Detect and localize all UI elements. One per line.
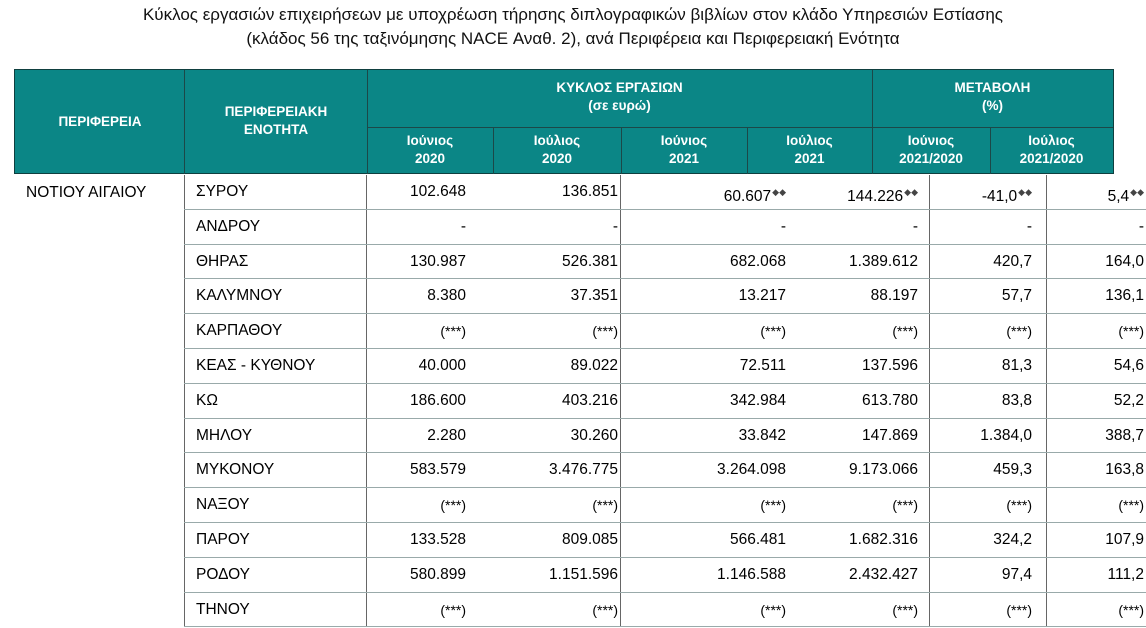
value-text: 136,1 xyxy=(1105,287,1144,305)
sub-label-1: Ιούνιος xyxy=(406,133,454,148)
value-text: 37.351 xyxy=(570,287,618,305)
footnote-mark: ◆◆ xyxy=(772,187,786,197)
header-unit-line-1: ΠΕΡΙΦΕΡΕΙΑΚΗ xyxy=(224,104,328,119)
value-jun-2021 xyxy=(646,523,786,558)
value-text: (***) xyxy=(1118,601,1144,618)
header-unit xyxy=(185,103,367,139)
header-jul-2020 xyxy=(493,132,621,168)
table-row xyxy=(14,314,1146,349)
value-text: (***) xyxy=(1006,601,1032,618)
value-text: 164,0 xyxy=(1105,252,1144,270)
value-change-jul xyxy=(1001,558,1144,593)
value-jun-2021 xyxy=(646,488,786,523)
value-text: - xyxy=(612,217,618,235)
value-text: 33.842 xyxy=(738,426,786,444)
footnote-mark: ◆◆ xyxy=(1018,187,1032,197)
value-text: 2.280 xyxy=(427,426,466,444)
value-jun-2020 xyxy=(326,453,466,488)
value-jun-2021 xyxy=(646,175,786,210)
value-text: 133.528 xyxy=(409,531,466,548)
value-jun-2020 xyxy=(326,279,466,314)
value-text: 72.511 xyxy=(739,357,786,374)
value-text: 324,2 xyxy=(993,531,1032,548)
title-line-2: (κλάδος 56 της ταξινόμησης NACE Αναθ. 2), ανά Περιφέρεια και Περιφερειακή Ενότητα xyxy=(246,29,900,48)
value-text: (***) xyxy=(892,601,918,618)
value-jun-2020 xyxy=(326,349,466,384)
value-text: 403.216 xyxy=(561,391,618,409)
value-jun-2020 xyxy=(326,419,466,454)
value-change-jul xyxy=(1004,419,1144,454)
value-text: (***) xyxy=(440,323,466,340)
header-jun-change xyxy=(872,132,990,168)
value-change-jul xyxy=(1004,453,1144,488)
value-text: - xyxy=(912,217,918,235)
value-jul-2020 xyxy=(478,558,618,593)
value-text: 111,2 xyxy=(1107,565,1144,583)
value-text: 54,6 xyxy=(1113,357,1144,374)
value-text: 60.607 xyxy=(723,188,772,205)
value-jul-2020 xyxy=(478,349,618,384)
value-jun-2020 xyxy=(326,488,466,523)
value-jun-2020 xyxy=(326,523,466,558)
unit-cell: ΚΑΡΠΑΘΟΥ xyxy=(196,322,283,340)
value-text: 1.384,0 xyxy=(980,426,1032,444)
value-jul-2020 xyxy=(478,453,618,488)
value-jun-2020 xyxy=(326,245,466,280)
value-text: 186.600 xyxy=(409,391,466,409)
table-row xyxy=(14,453,1146,488)
value-text: 3.264.098 xyxy=(717,461,786,479)
value-change-jul xyxy=(1004,593,1144,628)
value-jul-2020 xyxy=(478,523,618,558)
value-jun-2020 xyxy=(326,210,466,245)
sub-label-2: 2021/2020 xyxy=(899,151,963,166)
value-jun-2021 xyxy=(646,314,786,349)
value-text: 102.648 xyxy=(409,183,466,200)
value-text: (***) xyxy=(892,497,918,514)
unit-cell: ΚΑΛΥΜΝΟΥ xyxy=(196,287,283,305)
value-text: (***) xyxy=(1006,323,1032,340)
table-row xyxy=(14,210,1146,245)
value-jul-2020 xyxy=(478,384,618,419)
header-change-line-2: (%) xyxy=(982,98,1003,113)
value-jun-2020 xyxy=(326,175,466,210)
value-change-jul xyxy=(1004,314,1144,349)
table-row xyxy=(14,419,1146,454)
table-row xyxy=(14,349,1146,384)
unit-cell: ΚΩ xyxy=(196,391,218,409)
value-jul-2020 xyxy=(478,245,618,280)
sub-label-1: Ιούλιος xyxy=(786,133,833,148)
sub-label-2: 2021 xyxy=(668,151,700,166)
value-text: 459,3 xyxy=(993,461,1032,479)
value-text: 566.481 xyxy=(729,531,786,548)
sub-label-1: Ιούνιος xyxy=(660,133,708,148)
value-text: 388,7 xyxy=(1105,426,1144,444)
value-text: 526.381 xyxy=(561,252,618,270)
header-region-label: ΠΕΡΙΦΕΡΕΙΑ xyxy=(58,114,142,129)
unit-cell: ΝΑΞΟΥ xyxy=(196,496,250,514)
value-text: 8.380 xyxy=(427,287,466,305)
value-jul-2020 xyxy=(478,593,618,628)
value-jun-2020 xyxy=(326,384,466,419)
value-text: 682.068 xyxy=(729,252,786,270)
value-text: 809.085 xyxy=(561,531,618,548)
value-jun-2021 xyxy=(646,210,786,245)
value-text: 9.173.066 xyxy=(849,461,918,479)
sub-label-2: 2021 xyxy=(794,151,825,166)
value-text: - xyxy=(780,217,786,235)
value-text: (***) xyxy=(892,323,918,340)
value-text: 1.151.596 xyxy=(549,565,618,583)
footnote-mark: ◆◆ xyxy=(1130,187,1144,197)
unit-cell: ΤΗΝΟΥ xyxy=(196,600,250,618)
value-change-jul xyxy=(1004,488,1144,523)
value-jun-2021 xyxy=(646,558,786,593)
region-cell: ΝΟΤΙΟΥ ΑΙΓΑΙΟΥ xyxy=(26,184,147,201)
value-change-jul xyxy=(1001,384,1144,419)
value-text: 13.217 xyxy=(738,287,786,305)
value-jun-2021 xyxy=(646,245,786,280)
header-change xyxy=(872,79,1113,115)
value-text: 97,4 xyxy=(1001,565,1032,583)
header-unit-line-2: ΕΝΟΤΗΤΑ xyxy=(243,122,309,137)
header-change-line-1: ΜΕΤΑΒΟΛΗ xyxy=(954,80,1031,95)
value-text: 88.197 xyxy=(870,287,918,305)
value-text: 30.260 xyxy=(570,426,618,444)
value-text: 144.226 xyxy=(847,188,904,205)
value-text: 147.869 xyxy=(861,426,918,444)
table-row xyxy=(14,384,1146,419)
value-text: 1.682.316 xyxy=(849,531,918,548)
value-text: 81,3 xyxy=(1001,357,1032,374)
value-change-jul xyxy=(1004,245,1144,280)
header-jun-2020 xyxy=(367,132,493,168)
unit-cell: ΚΕΑΣ - ΚΥΘΝΟΥ xyxy=(196,357,316,374)
unit-cell: ΡΟΔΟΥ xyxy=(196,565,250,583)
value-text: (***) xyxy=(1118,323,1144,340)
value-text: 89.022 xyxy=(570,357,618,374)
value-text: (***) xyxy=(440,601,466,618)
value-text: (***) xyxy=(760,323,786,340)
value-text: (***) xyxy=(1118,497,1144,514)
value-text: - xyxy=(1026,217,1032,235)
value-jun-2020 xyxy=(326,314,466,349)
value-jun-2021 xyxy=(646,419,786,454)
value-text: (***) xyxy=(592,601,618,618)
table-header xyxy=(14,69,1114,174)
value-text: 107,9 xyxy=(1105,531,1144,548)
value-jun-2020 xyxy=(326,593,466,628)
header-jul-change xyxy=(990,132,1113,168)
value-text: (***) xyxy=(592,497,618,514)
value-text: 420,7 xyxy=(993,252,1032,270)
header-jul-2021 xyxy=(747,132,872,168)
unit-cell: ΘΗΡΑΣ xyxy=(196,252,249,270)
sub-label-2: 2020 xyxy=(414,151,446,166)
header-turnover-line-1: ΚΥΚΛΟΣ ΕΡΓΑΣΙΩΝ xyxy=(556,80,683,95)
value-text: - xyxy=(1138,217,1144,235)
value-jul-2020 xyxy=(478,279,618,314)
value-text: 2.432.427 xyxy=(849,565,918,583)
footnote-mark: ◆◆ xyxy=(904,187,918,197)
value-text: 5,4 xyxy=(1107,188,1130,205)
value-text: 1.146.588 xyxy=(717,565,786,583)
value-text: 1.389.612 xyxy=(849,252,918,270)
value-text: 52,2 xyxy=(1113,391,1144,409)
value-text: 580.899 xyxy=(409,565,466,583)
value-text: 40.000 xyxy=(418,357,466,374)
table-row xyxy=(14,558,1146,593)
value-change-jul xyxy=(1004,175,1144,210)
value-change-jul xyxy=(1001,279,1144,314)
header-region xyxy=(15,70,185,174)
value-jul-2020 xyxy=(478,210,618,245)
table-row xyxy=(14,488,1146,523)
value-text: 83,8 xyxy=(1001,391,1032,409)
value-jun-2020 xyxy=(326,558,466,593)
value-jun-2021 xyxy=(646,279,786,314)
unit-cell: ΑΝΔΡΟΥ xyxy=(196,217,261,235)
value-text: 613.780 xyxy=(861,391,918,409)
header-jun-2021 xyxy=(621,132,747,168)
value-text: 130.987 xyxy=(409,252,466,270)
sub-label-1: Ιούνιος xyxy=(907,133,955,148)
value-change-jul xyxy=(1004,523,1144,558)
value-text: (***) xyxy=(760,601,786,618)
value-text: - xyxy=(460,217,466,235)
table-row xyxy=(14,245,1146,280)
value-text: (***) xyxy=(440,497,466,514)
value-text: (***) xyxy=(592,323,618,340)
value-text: -41,0 xyxy=(981,188,1018,205)
sub-label-1: Ιούλιος xyxy=(1028,133,1075,148)
table-row xyxy=(14,523,1146,558)
sub-label-1: Ιούλιος xyxy=(533,133,581,148)
value-jun-2021 xyxy=(646,593,786,628)
table-row xyxy=(14,593,1146,628)
unit-cell: ΣΥΡΟΥ xyxy=(196,183,249,200)
value-jun-2021 xyxy=(646,453,786,488)
sub-label-2: 2021/2020 xyxy=(1019,151,1084,166)
value-text: (***) xyxy=(1006,497,1032,514)
value-text: 342.984 xyxy=(729,391,786,409)
value-text: 3.476.775 xyxy=(549,461,618,479)
value-text: 137.596 xyxy=(861,357,918,374)
table-title xyxy=(0,3,1146,51)
title-line-1: Κύκλος εργασιών επιχειρήσεων με υποχρέωση τήρησης διπλογραφικών βιβλίων στον κλάδο Υπηρεσιών Εστίασης xyxy=(142,5,1004,24)
sub-label-2: 2020 xyxy=(541,151,573,166)
value-change-jul xyxy=(1001,349,1144,384)
value-jun-2021 xyxy=(646,384,786,419)
value-text: 136.851 xyxy=(561,183,618,200)
value-jul-2020 xyxy=(478,419,618,454)
value-jul-2020 xyxy=(478,175,618,210)
value-text: 57,7 xyxy=(1001,287,1032,305)
value-text: 583.579 xyxy=(409,461,466,479)
unit-cell: ΜΥΚΟΝΟΥ xyxy=(196,461,275,479)
unit-cell: ΠΑΡΟΥ xyxy=(196,531,250,548)
value-text: 163,8 xyxy=(1105,461,1144,479)
value-text: (***) xyxy=(760,497,786,514)
value-change-jul xyxy=(1004,210,1144,245)
header-turnover xyxy=(367,79,872,115)
table-row xyxy=(14,279,1146,314)
header-turnover-line-2: (σε ευρώ) xyxy=(588,98,651,113)
unit-cell: ΜΗΛΟΥ xyxy=(196,426,253,444)
value-jul-2020 xyxy=(478,488,618,523)
value-jul-2020 xyxy=(478,314,618,349)
table-row xyxy=(14,175,1146,210)
value-jun-2021 xyxy=(646,349,786,384)
